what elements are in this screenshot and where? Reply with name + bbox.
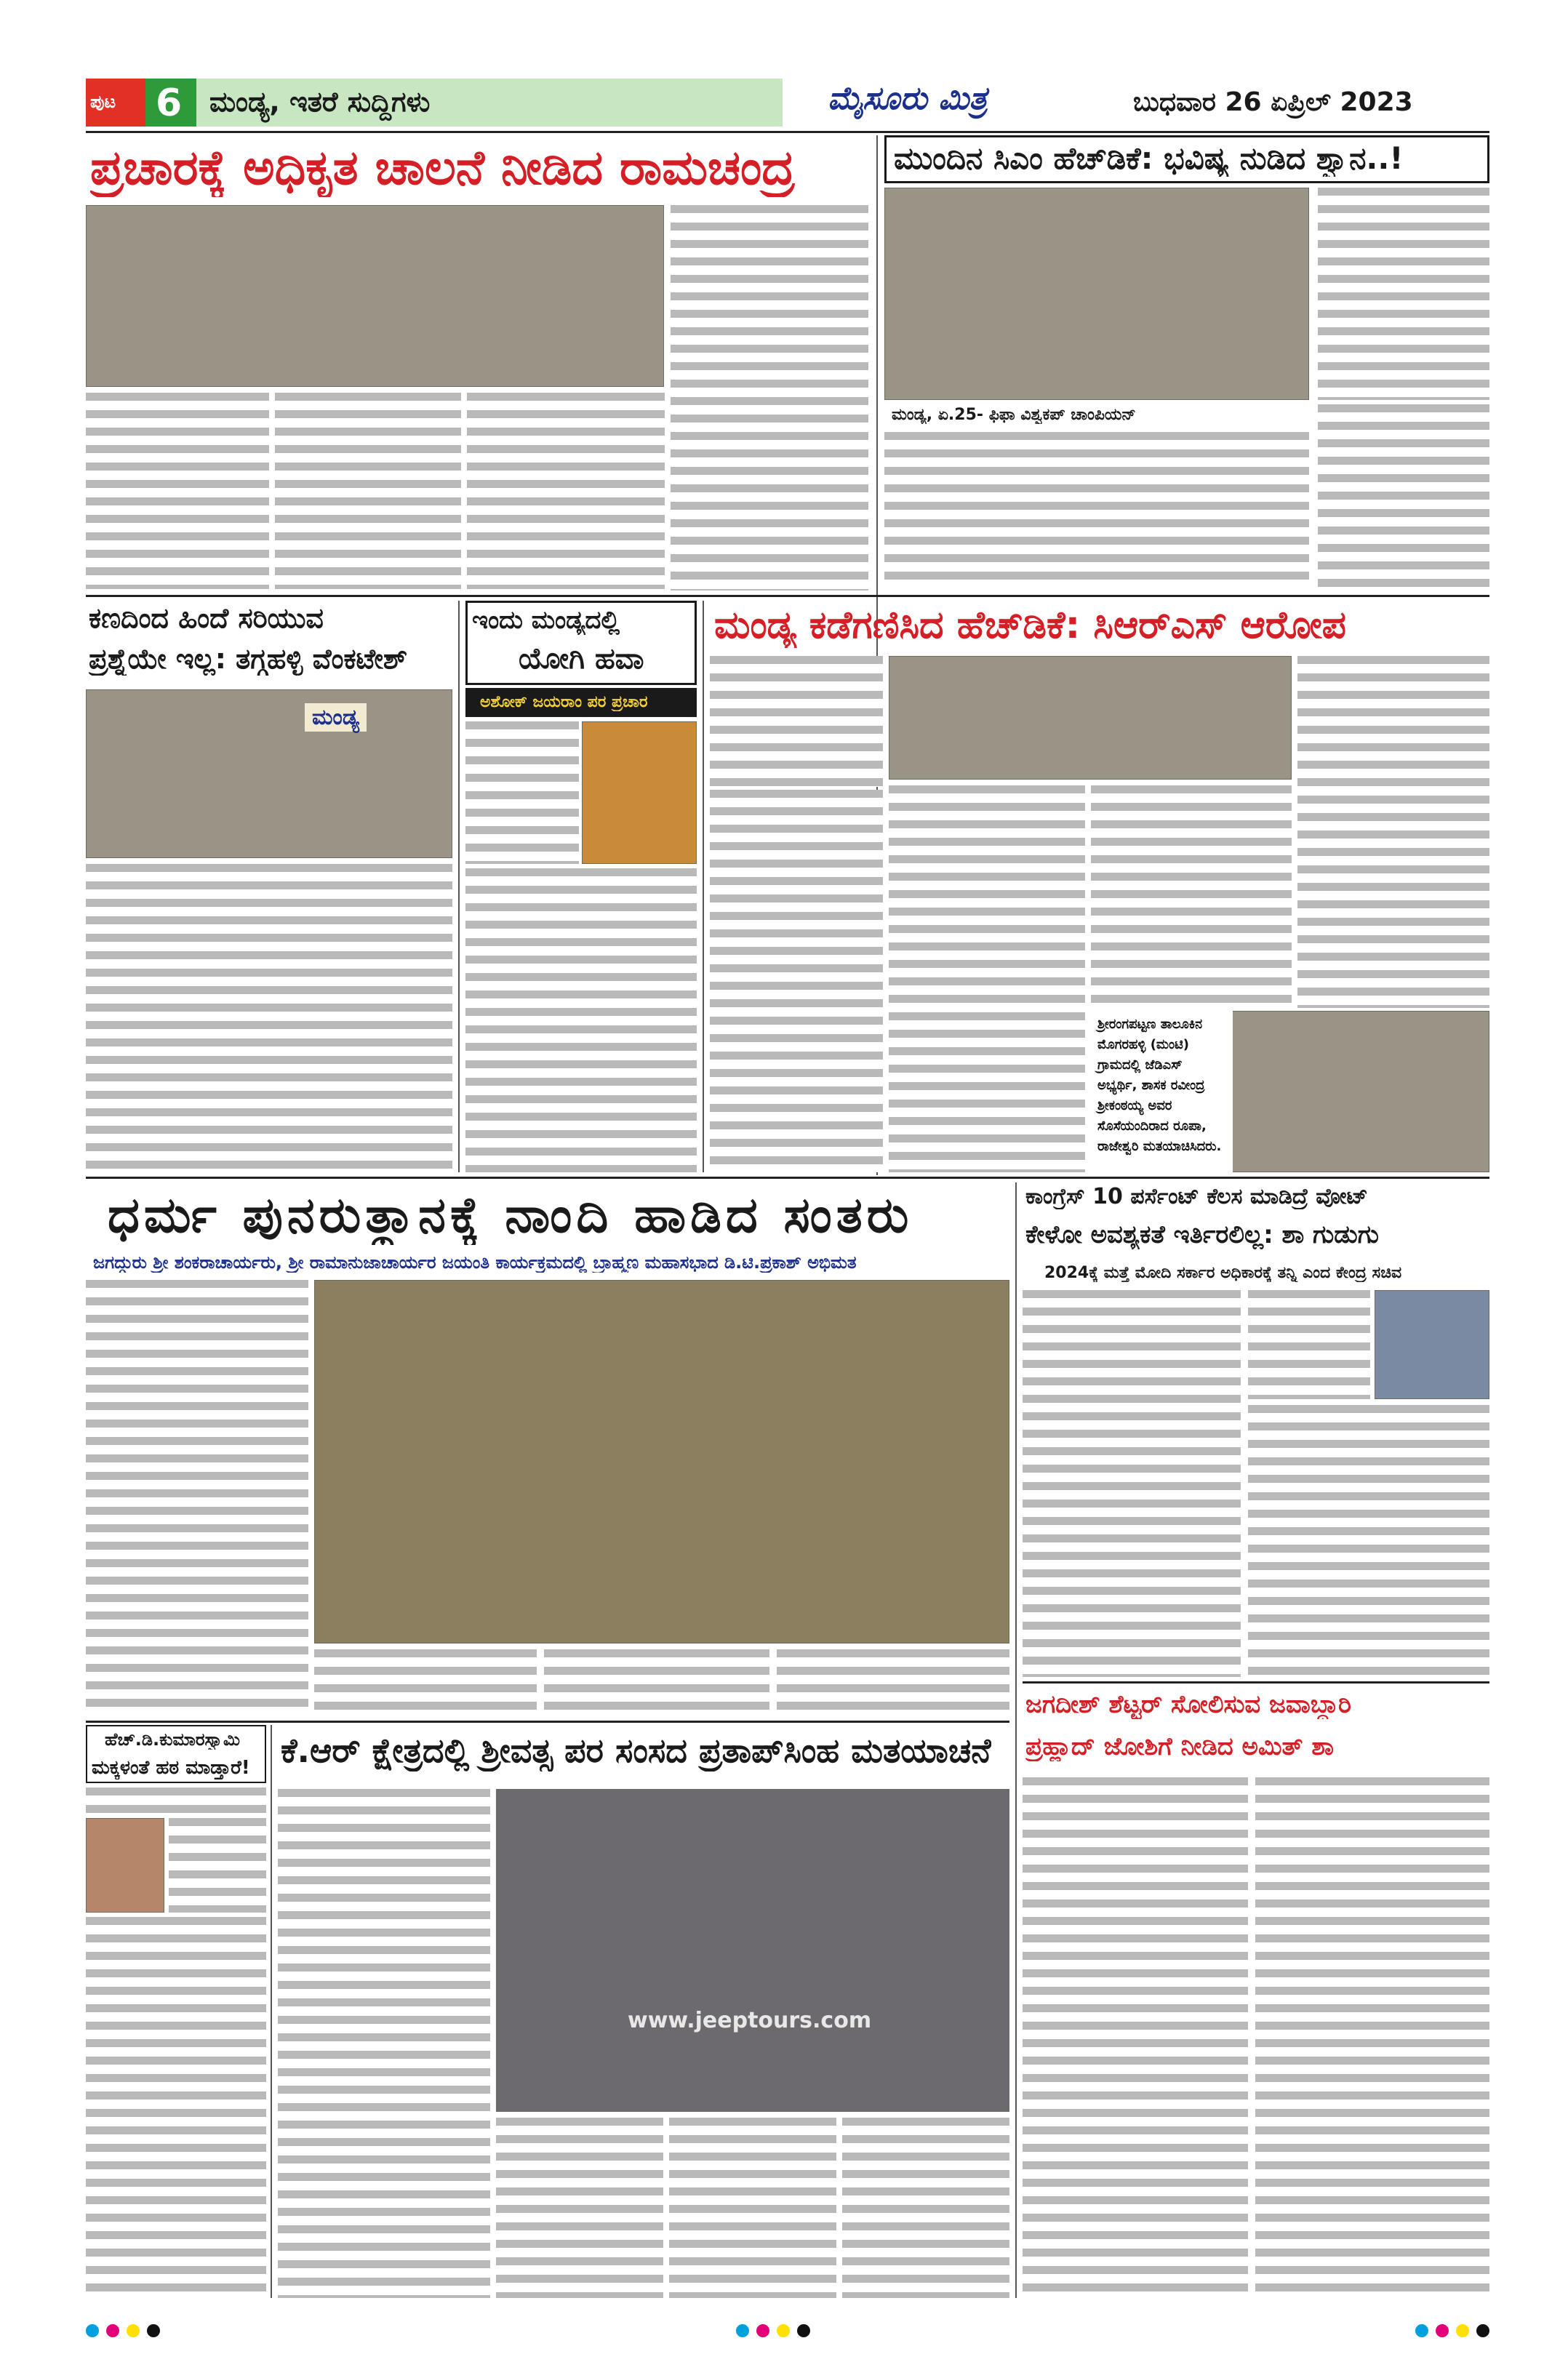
registration-dot [86, 2324, 99, 2337]
section-strip [196, 79, 783, 127]
masthead: ಮೈಸೂರು ಮಿತ್ರ [828, 80, 988, 117]
yogi-headline-box [465, 601, 697, 685]
hdk-sneha-headline-line1: ಹೆಚ್.ಡಿ.ಕುಮಾರಸ್ವಾಮಿ [105, 1729, 240, 1750]
kanadindha-headline-line2: ಪ್ರಶ್ನೆಯೇ ಇಲ್ಲ: ತಗ್ಗಹಳ್ಳಿ ವೆಂಕಟೇಶ್ [89, 643, 408, 675]
mandya-hdk-photo-caption: ಶ್ರೀರಂಗಪಟ್ಟಣ ತಾಲೂಕಿನ ಮೊಗರಹಳ್ಳಿ (ಮಂಟಿ) ಗ್ರಾಮದಲ್ಲಿ ಜೆಡಿಎಸ್ ಅಭ್ಯರ್ಥಿ, ಶಾಸಕ ರವೀಂದ್ರ ಶ್ರೀಕಂಠಯ್ಯ ಅವರ ಸೊಸೆಯಂದಿರಾದ ರೂಪಾ, ರಾಜೇಶ್ವರಿ ಮತಯಾಚಿಸಿದರು. [1097, 1017, 1222, 1154]
registration-dot [1436, 2324, 1449, 2337]
shah-body-left [1023, 1290, 1241, 1677]
shah-headline-box [1023, 1182, 1489, 1258]
yogi-body [465, 868, 697, 1172]
mandya-hdk-body-col1 [710, 656, 883, 787]
dharma-subhead: ಜಗದ್ಗುರು ಶ್ರೀ ಶಂಕರಾಚಾರ್ಯರು, ಶ್ರೀ ರಾಮಾನುಜಾಚಾರ್ಯರ ಜಯಂತಿ ಕಾರ್ಯಕ್ರಮದಲ್ಲಿ ಬ್ರಾಹ್ಮಣ ಮಹಾಸಭಾದ ಡಿ.ಟಿ.ಪ್ರಕಾಶ್ ಅಭಿಮತ [93, 1252, 857, 1273]
mandya-hdk-body-col3 [1091, 785, 1292, 1004]
dharma-body-col3 [544, 1649, 769, 1716]
column-rule [1015, 1182, 1017, 2298]
hdk-sneha-body-right [169, 1818, 266, 1913]
kr-photo-text: www.jeeptours.com [628, 2008, 872, 2033]
registration-dot [736, 2324, 749, 2337]
kanadindha-headline-box [86, 601, 452, 685]
mandya-hdk-photo-caption-box [1090, 1010, 1233, 1174]
shettar-body-col2 [1255, 1777, 1489, 2298]
kr-headline: ಕೆ.ಆರ್ ಕ್ಷೇತ್ರದಲ್ಲಿ ಶ್ರೀವತ್ಸ ಪರ ಸಂಸದ ಪ್ರತಾಪ್‌ಸಿಂಹ ಮತಯಾಚನೆ [281, 1731, 991, 1770]
page-number-badge [145, 79, 196, 127]
lead-body-col3 [467, 393, 665, 589]
column-rule [703, 601, 704, 1172]
cm-headline-box [884, 135, 1489, 183]
registration-dot [1415, 2324, 1428, 2337]
kr-body-col2 [496, 2118, 663, 2298]
dharma-headline: ಧರ್ಮ ಪುನರುತ್ಥಾನಕ್ಕೆ ನಾಂದಿ ಹಾಡಿದ ಸಂತರು [108, 1187, 913, 1244]
registration-dot [756, 2324, 769, 2337]
column-rule [271, 1725, 272, 2298]
kanadindha-headline-line1: ಕಣದಿಂದ ಹಿಂದೆ ಸರಿಯುವ [89, 602, 324, 634]
dharma-headline-box [86, 1182, 1009, 1246]
woman-portrait-photo [86, 1818, 164, 1913]
page-header [86, 79, 1489, 127]
hdk-sneha-body [86, 1917, 266, 2298]
page-label: ಪುಟ [90, 92, 116, 112]
lead-headline: ಪ್ರಚಾರಕ್ಕೆ ಅಧಿಕೃತ ಚಾಲನೆ ನೀಡಿದ ರಾಮಚಂದ್ರ [90, 140, 795, 196]
yogi-body-top [465, 721, 579, 864]
mandya-hdk-headline-box [710, 601, 1489, 652]
cm-photo-caption: ಮಂಡ್ಯ, ಏ.25- ಫಿಫಾ ವಿಶ್ವಕಪ್ ಚಾಂಪಿಯನ್ [892, 406, 1136, 424]
registration-dot [777, 2324, 790, 2337]
section-rule [86, 595, 1489, 597]
lead-body-col2 [275, 393, 461, 589]
kanadindha-photo-label: ಮಂಡ್ಯ [305, 703, 367, 732]
dharma-ceremony-photo [314, 1280, 1009, 1644]
hdk-sneha-body-top [86, 1787, 266, 1815]
section-rule [86, 1177, 1489, 1179]
cm-body-far-right [1318, 404, 1489, 589]
cm-photo-caption-box [884, 400, 1309, 429]
kr-body-col3 [669, 2118, 836, 2298]
dog-photo [884, 188, 1309, 400]
yogi-tag-box [465, 688, 697, 717]
page-number: 6 [156, 81, 183, 125]
shah-subhead: 2024ಕ್ಕೆ ಮತ್ತೆ ಮೋದಿ ಸರ್ಕಾರ ಅಧಿಕಾರಕ್ಕೆ ತನ್ನಿ ಎಂದ ಕೇಂದ್ರ ಸಚಿವ [1044, 1264, 1402, 1282]
mandya-hdk-headline: ಮಂಡ್ಯ ಕಡೆಗಣಿಸಿದ ಹೆಚ್‌ಡಿಕೆ: ಸಿಆರ್‌ಎಸ್ ಆರೋಪ [714, 604, 1346, 647]
yogi-headline-line2: ಯೋಗಿ ಹವಾ [519, 642, 644, 676]
kr-body-col1 [278, 1789, 490, 2298]
shah-headline-line1: ಕಾಂಗ್ರೆಸ್ 10 ಪರ್ಸೆಂಟ್ ಕೆಲಸ ಮಾಡಿದ್ರೆ ವೋಟ್ [1025, 1184, 1368, 1209]
shettar-headline-line1: ಜಗದೀಶ್ ಶೆಟ್ಟರ್ ಸೋಲಿಸುವ ಜವಾಬ್ದಾರಿ [1025, 1690, 1351, 1719]
shettar-headline-box [1023, 1687, 1489, 1773]
page-label-box [86, 79, 145, 127]
mandya-hdk-campaign-photo [1091, 1011, 1489, 1172]
mandya-hdk-body-col2 [889, 785, 1085, 1172]
registration-marks [0, 2324, 1568, 2346]
header-rule [86, 131, 1489, 133]
registration-dot [147, 2324, 160, 2337]
section-rule [1023, 1681, 1489, 1684]
kr-headline-box [278, 1725, 1009, 1785]
column-rule [458, 601, 460, 1172]
kr-campaign-photo [496, 1789, 1009, 2112]
shah-headline-line2: ಕೇಳೋ ಅವಶ್ಯಕತೆ ಇರ್ತಿರಲಿಲ್ಲ: ಶಾ ಗುಡುಗು [1025, 1220, 1379, 1249]
cm-headline: ಮುಂದಿನ ಸಿಎಂ ಹೆಚ್‌ಡಿಕೆ: ಭವಿಷ್ಯ ನುಡಿದ ಶ್ವಾನ..! [894, 140, 1404, 176]
mandya-hdk-body-col1b [710, 790, 883, 1172]
mandya-hdk-body-col4 [1297, 656, 1489, 1008]
lead-rally-photo [86, 205, 664, 387]
yogi-photo [582, 721, 697, 864]
mandya-hdk-meeting-photo [889, 656, 1292, 780]
lead-body-col1 [86, 393, 269, 589]
dharma-body-col1 [86, 1280, 308, 1716]
yogi-headline-line1: ಇಂದು ಮಂಡ್ಯದಲ್ಲಿ [472, 606, 620, 635]
registration-dot [1476, 2324, 1489, 2337]
cm-body-left [884, 432, 1309, 589]
dharma-body-col4 [777, 1649, 1009, 1716]
dharma-subhead-box [86, 1248, 1009, 1276]
registration-dot [1456, 2324, 1469, 2337]
hdk-sneha-headline-box [86, 1725, 266, 1783]
registration-dot [106, 2324, 119, 2337]
lead-body-right [671, 205, 868, 590]
kr-body-col4 [842, 2118, 1009, 2298]
registration-dot [127, 2324, 140, 2337]
section-title: ಮಂಡ್ಯ, ಇತರೆ ಸುದ್ದಿಗಳು [209, 86, 431, 118]
shah-subhead-box [1023, 1261, 1489, 1286]
registration-dot [797, 2324, 810, 2337]
section-rule [86, 1721, 1009, 1723]
amit-shah-photo [1375, 1290, 1489, 1399]
shah-body-mid [1248, 1290, 1370, 1399]
kanadindha-photo [86, 689, 452, 858]
shah-body-right [1248, 1405, 1489, 1677]
dharma-body-col2 [314, 1649, 537, 1716]
shettar-headline-line2: ಪ್ರಹ್ಲಾದ್ ಜೋಶಿಗೆ ನೀಡಿದ ಅಮಿತ್ ಶಾ [1025, 1732, 1334, 1761]
yogi-tag: ಅಶೋಕ್ ಜಯರಾಂ ಪರ ಪ್ರಚಾರ [480, 693, 648, 711]
page-date: ಬುಧವಾರ 26 ಏಪ್ರಿಲ್ 2023 [1133, 87, 1413, 117]
lead-headline-box [86, 135, 870, 201]
hdk-sneha-headline-line2: ಮಕ್ಕಳಂತೆ ಹಠ ಮಾಡ್ತಾರೆ! [92, 1757, 250, 1779]
shettar-body-col1 [1023, 1777, 1248, 2298]
cm-body-right [1318, 188, 1489, 400]
kanadindha-body [86, 864, 452, 1172]
